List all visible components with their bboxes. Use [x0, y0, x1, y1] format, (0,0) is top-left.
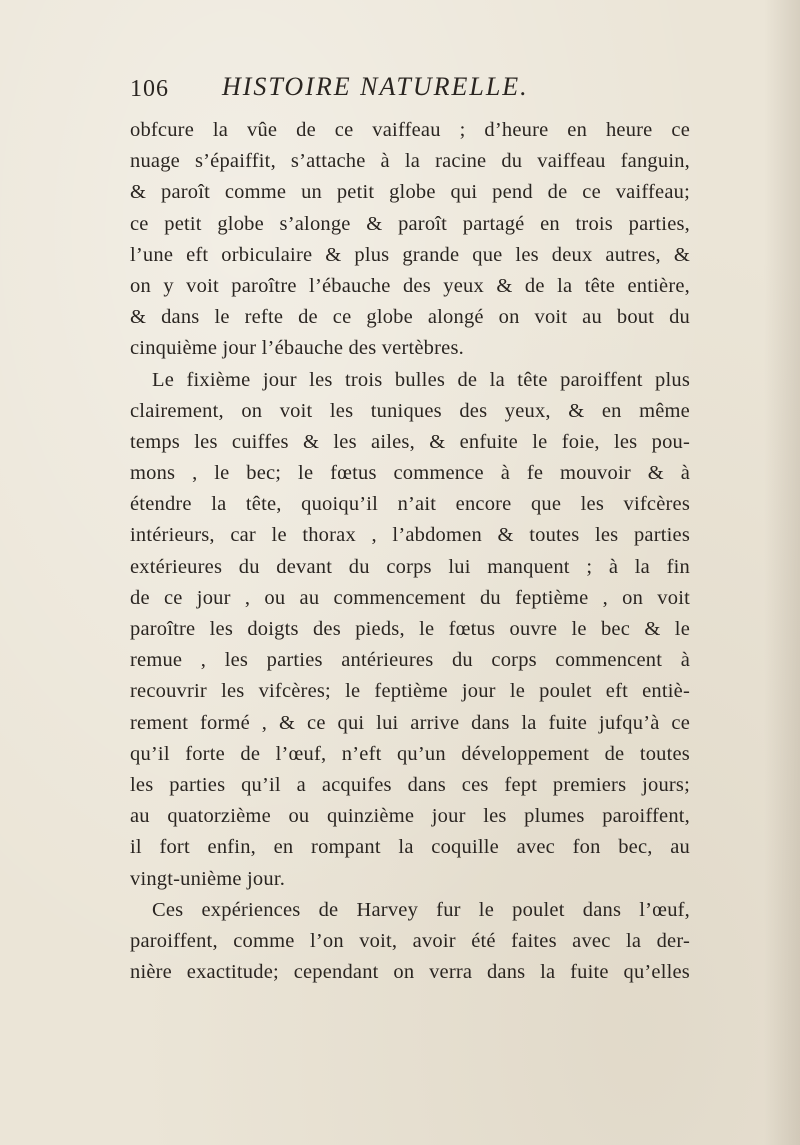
text-line: étendre la tête, quoiqu’il n’ait encore que les vifcères [130, 493, 690, 516]
text-line: ce petit globe s’alonge & paroît partagé en trois parties, [130, 212, 690, 235]
text-line: remue , les parties antérieures du corps commencent à [130, 649, 690, 672]
text-line: paroiffent, comme l’on voit, avoir été faites avec la der- [130, 929, 690, 952]
running-head [130, 72, 690, 112]
text-line: temps les cuiffes & les ailes, & enfuite le foie, les pou- [130, 430, 690, 453]
text-line: de ce jour , ou au commencement du feptième , on voit [130, 586, 690, 609]
text-line: cinquième jour l’ébauche des vertèbres. [130, 337, 464, 360]
text-line: au quatorzième ou quinzième jour les plumes paroiffent, [130, 805, 690, 828]
text-line: intérieurs, car le thorax , l’abdomen & toutes les parties [130, 524, 690, 547]
text-line: qu’il forte de l’œuf, n’eft qu’un développement de toutes [130, 742, 690, 765]
text-line: paroître les doigts des pieds, le fœtus ouvre le bec & le [130, 618, 690, 640]
text-line: & dans le refte de ce globe alongé on voit au bout du [130, 306, 690, 329]
text-line: clairement, on voit les tuniques des yeux, & en même [130, 399, 690, 422]
text-line: les parties qu’il a acquifes dans ces fept premiers jours; [130, 773, 690, 796]
text-line: mons , le bec; le fœtus commence à fe mouvoir & à [130, 462, 690, 485]
text-line: obfcure la vûe de ce vaiffeau ; d’heure en heure ce [130, 119, 690, 141]
text-line: rement formé , & ce qui lui arrive dans la fuite jufqu’à ce [130, 711, 690, 734]
text-line: extérieures du devant du corps lui manquent ; à la fin [130, 555, 690, 578]
text-line: nuage s’épaiffit, s’attache à la racine du vaiffeau fanguin, [130, 150, 690, 173]
text-line: & paroît comme un petit globe qui pend de ce vaiffeau; [130, 181, 690, 204]
text-line: l’une eft orbiculaire & plus grande que les deux autres, & [130, 243, 690, 266]
paragraph-first-line: Ces expériences de Harvey fur le poulet dans l’œuf, [152, 898, 690, 921]
body-text [130, 115, 690, 988]
text-line: il fort enfin, en rompant la coquille avec fon bec, au [130, 836, 690, 859]
page-number: 106 [130, 76, 169, 102]
text-line: recouvrir les vifcères; le feptième jour le poulet eft entiè- [130, 680, 690, 703]
paragraph-first-line: Le fixième jour les trois bulles de la tête paroiffent plus [152, 368, 690, 391]
text-line: nière exactitude; cependant on verra dans la fuite qu’elles [130, 961, 690, 984]
text-line: vingt-unième jour. [130, 867, 286, 890]
page-gutter-shadow [764, 0, 800, 1145]
running-title: HISTOIRE NATURELLE. [222, 72, 529, 101]
text-line: on y voit paroître l’ébauche des yeux & de la tête entière, [130, 274, 690, 297]
